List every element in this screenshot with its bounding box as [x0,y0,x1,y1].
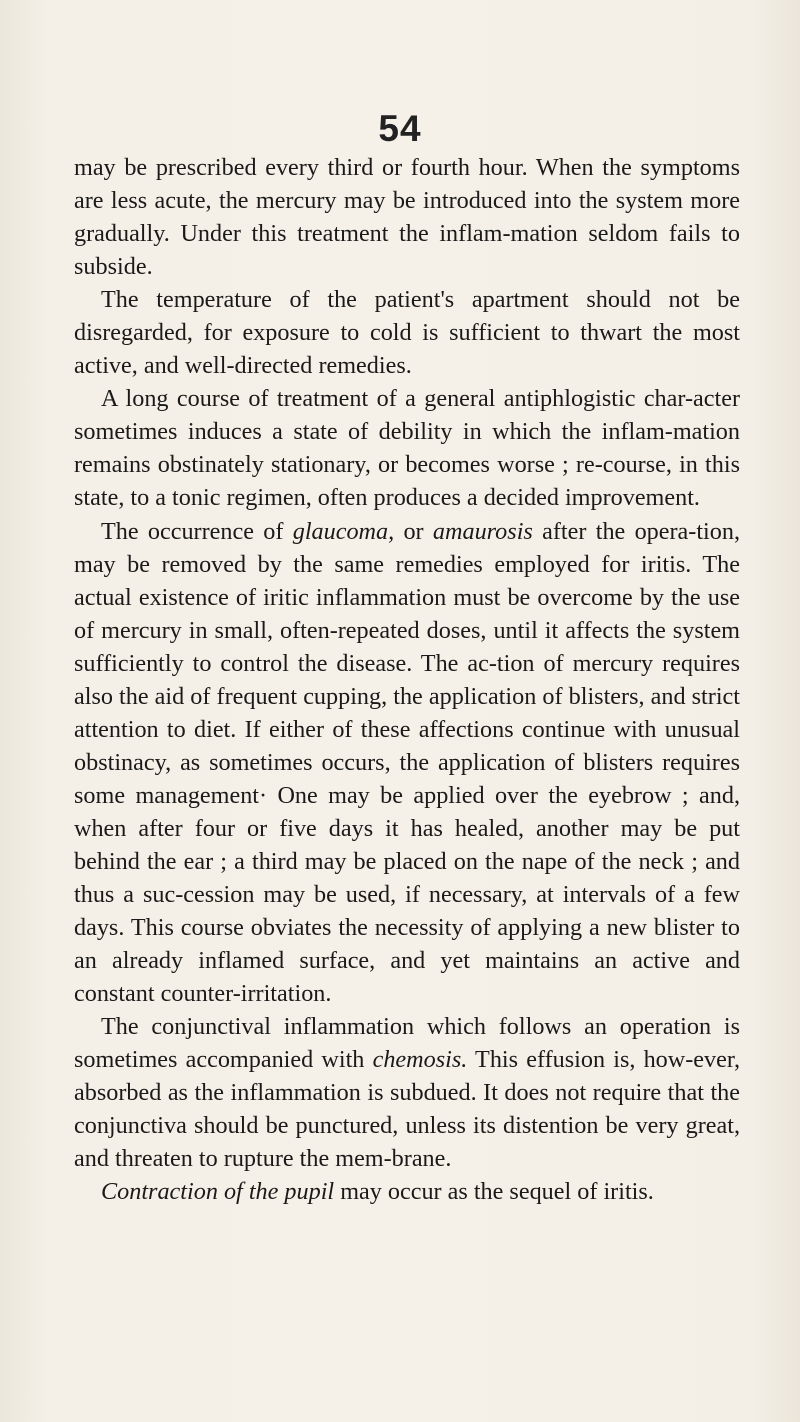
paragraph [74,515,740,1011]
text-run: may occur as the sequel of iritis. [334,1178,654,1206]
text-run: or [394,517,433,545]
text-run: The temperature of the patient's apartment should not be disregarded, for exposure to cold is sufficient to thwart the most active, and well-directed remedies. [74,286,740,380]
page-number: 54 [378,108,422,149]
paragraph [74,1175,740,1208]
text-run: The conjunctival inflammation which follows an operation is sometimes accompanied with [74,1013,740,1074]
text-run: A long course of treatment of a general antiphlogistic char-acter sometimes induces a state of debility in which the inflam-mation remains obstinately stationary, or becomes worse ; re-course, in this state, to a tonic regimen, often produces a decided improvement. [74,385,740,512]
paragraph [74,382,740,514]
italic-term-chemosis: chemosis. [372,1046,468,1074]
paragraph [74,283,740,382]
italic-heading-contraction: Contraction of the pupil [101,1178,335,1206]
paragraph [74,151,740,283]
body-text [74,151,740,1209]
text-run: The occurrence of [101,517,293,545]
text-run: after the opera-tion, may be removed by the same remedies employed for iritis. The actual existence of iritic inflammation must be overcome by the use of mercury in small, often-repeated doses, until it affects the system sufficiently to control the disease. The ac-tion of mercury requires also the aid of frequent cupping, the application of blisters, and strict attention to diet. If either of these affections continue with unusual obstinacy, as sometimes occurs, the application of blisters requires some management· One may be applied over the eyebrow ; and, when after four or five days it has healed, another may be put behind the ear ; a third may be placed on the nape of the neck ; and thus a suc-cession may be used, if necessary, at intervals of a few days. This course obviates the necessity of applying a new blister to an already inflamed surface, and yet maintains an active and constant counter-irritation. [74,517,741,1008]
italic-term-amaurosis: amaurosis [432,517,533,545]
italic-term-glaucoma: glaucoma, [292,517,395,545]
paragraph [74,1010,740,1175]
text-run: may be prescribed every third or fourth hour. When the symptoms are less acute, the mercury may be introduced into the system more gradually. Under this treatment the inflam-mation seldom fails to subside. [74,154,740,281]
text-run: This effusion is, how-ever, absorbed as the inflammation is subdued. It does not require that the conjunctiva should be punctured, unless its distention be very great, and threaten to rupture the mem-brane. [74,1046,740,1173]
